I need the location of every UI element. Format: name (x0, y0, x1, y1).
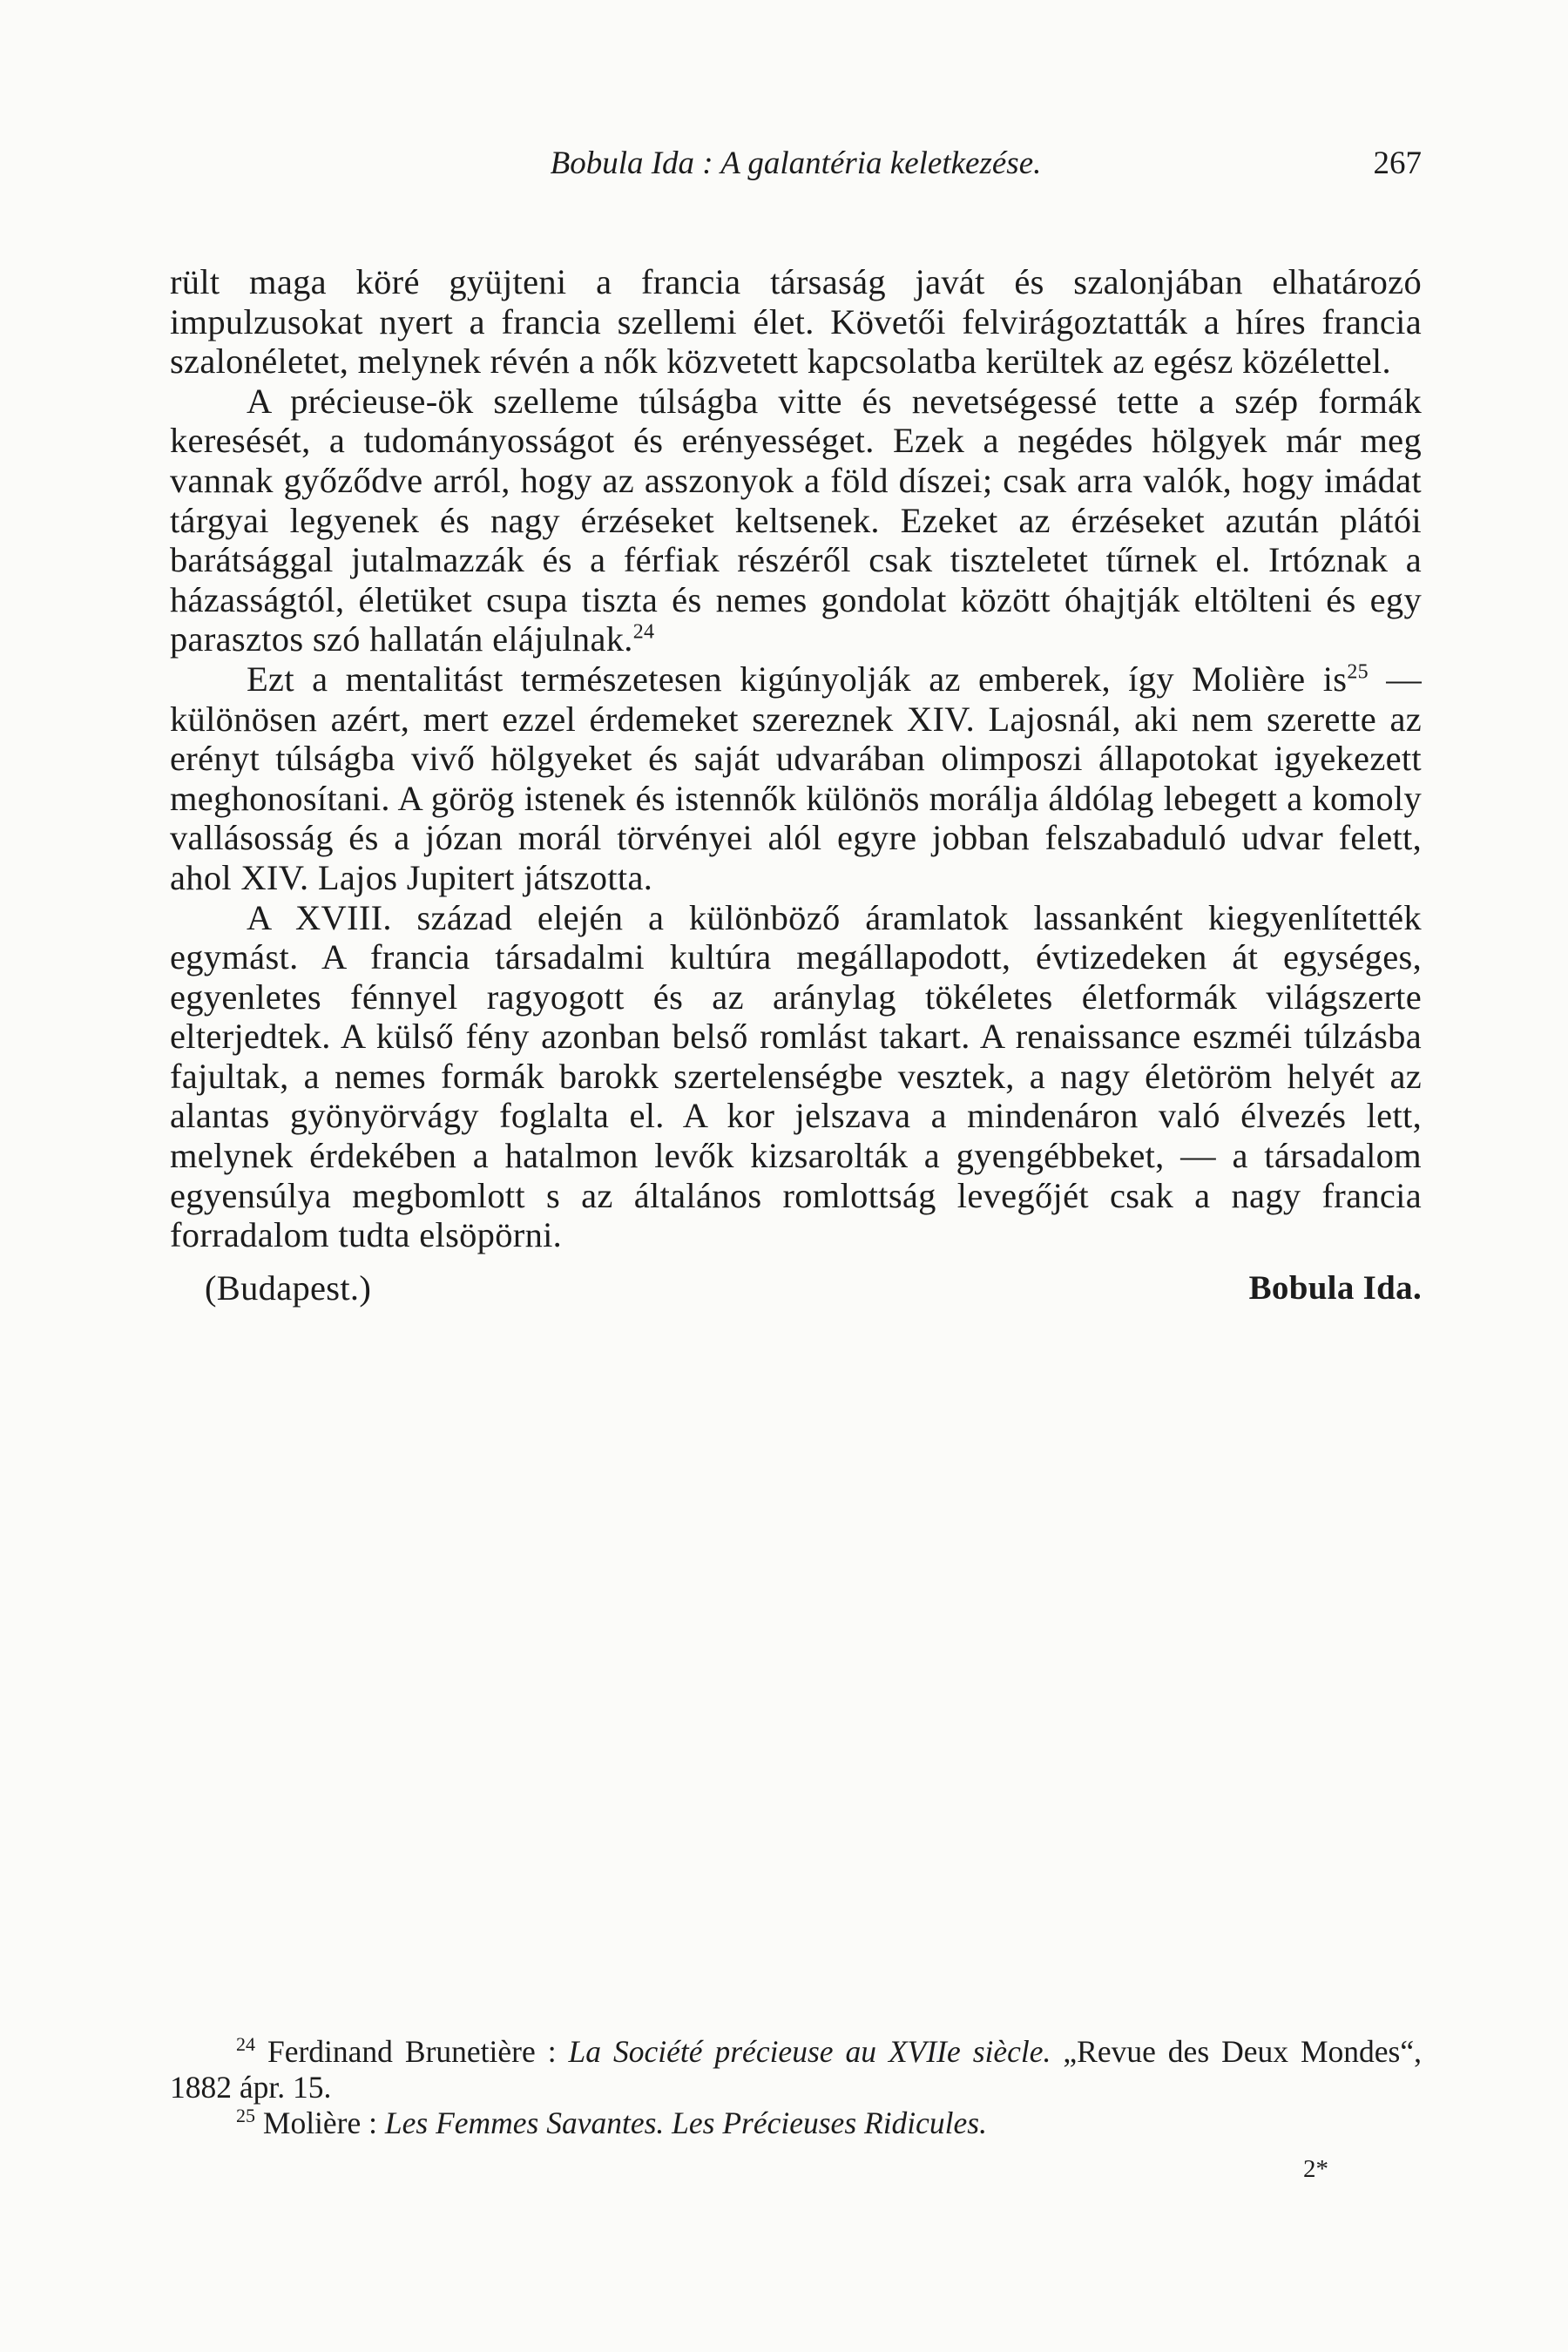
paragraph-4-text: A XVIII. század elején a különböző áramlatok lassanként kiegyenlítették egymást. A francia társadalmi kultúra megállapodott, évtizedeken át egységes, egyenletes fénnyel ragyogott és az aránylag tökéletes életformák világszerte elterjedtek. A külső fény azonban belső romlást takart. A renaissance eszméi túlzásba fajultak, a nemes formák barokk szertelenségbe vesztek, a nagy életöröm helyét az alantas gyönyörvágy foglalta el. A kor jelszava a mindenáron való élvezés lett, melynek érdekében a hatalmon levők kizsarolták a gyengébbeket, — a társadalom egyensúlya megbomlott s az általános romlottság levegőjét csak a nagy francia forradalom tudta elsöpörni. (170, 897, 1422, 1255)
paragraph-1-text: rült maga köré gyüjteni a francia társaság javát és szalonjában elhatározó impulzusokat nyert a francia szellemi élet. Követői felvirágoztatták a híres francia szalonéletet, melynek révén a nők közvetett kapcsolatba kerültek az egész közélettel. (170, 262, 1422, 382)
signature-line (170, 1264, 1422, 1313)
footnote-author: Ferdinand Brunetière : (267, 2034, 569, 2069)
author-signature: Bobula Ida. (1248, 1268, 1422, 1307)
place-of-writing: (Budapest.) (205, 1267, 372, 1308)
footnote-ref-24: 24 (632, 620, 655, 644)
paragraph-2 (170, 382, 1422, 659)
printer-signature-mark: 2* (1303, 2155, 1328, 2183)
paragraph-4 (170, 898, 1422, 1255)
footnote-title: Les Femmes Savantes. Les Précieuses Ridicules. (384, 2105, 987, 2140)
footnote-marker: 24 (236, 2033, 255, 2056)
footnotes (170, 2034, 1422, 2141)
paragraph-1 (170, 262, 1422, 382)
footnote-rest: „Revue des Deux Mondes“, 1882 ápr. 15. (170, 2034, 1423, 2105)
footnote-24 (170, 2034, 1422, 2105)
paragraph-3-text-before: Ezt a mentalitást természetesen kigúnyolják az emberek, így Molière is (247, 659, 1348, 699)
article-body (170, 262, 1422, 1313)
paragraph-3 (170, 659, 1422, 898)
running-head (0, 139, 1422, 188)
paragraph-3-text-after: — különösen azért, mert ezzel érdemeket szereznek XIV. Lajosnál, aki nem szerette az erényt túlságba vivő hölgyeket és saját udvarában olimposzi állapotokat igyekezett meghonosítani. A görög istenek és istennők különös morálja áldólag lebegett a komoly vallásosság és a józan morál törvényei alól egyre jobban felszabaduló udvar felett, ahol XIV. Lajos Jupitert játszotta. (170, 659, 1422, 897)
footnote-marker: 25 (236, 2105, 255, 2127)
footnote-25 (170, 2105, 1422, 2141)
footnote-author: Molière : (262, 2105, 385, 2140)
page-number: 267 (1373, 145, 1422, 181)
running-title: Bobula Ida : A galantéria keletkezése. (550, 145, 1042, 181)
footnote-title: La Société précieuse au XVIIe siècle. (568, 2034, 1051, 2069)
footnote-ref-25: 25 (1347, 660, 1369, 684)
paragraph-2-text: A précieuse-ök szelleme túlságba vitte és nevetségessé tette a szép formák keresését, a tudományosságot és erényességet. Ezek a negédes hölgyek már meg vannak győződve arról, hogy az asszonyok a föld díszei; csak arra valók, hogy imádat tárgyai legyenek és nagy érzéseket keltsenek. Ezeket az érzéseket azután plátói barátsággal jutalmazzák és a férfiak részéről csak tiszteletet tűrnek el. Irtóznak a házasságtól, életüket csupa tiszta és nemes gondolat között óhajtják eltölteni és egy parasztos szó hallatán elájulnak. (170, 381, 1422, 659)
